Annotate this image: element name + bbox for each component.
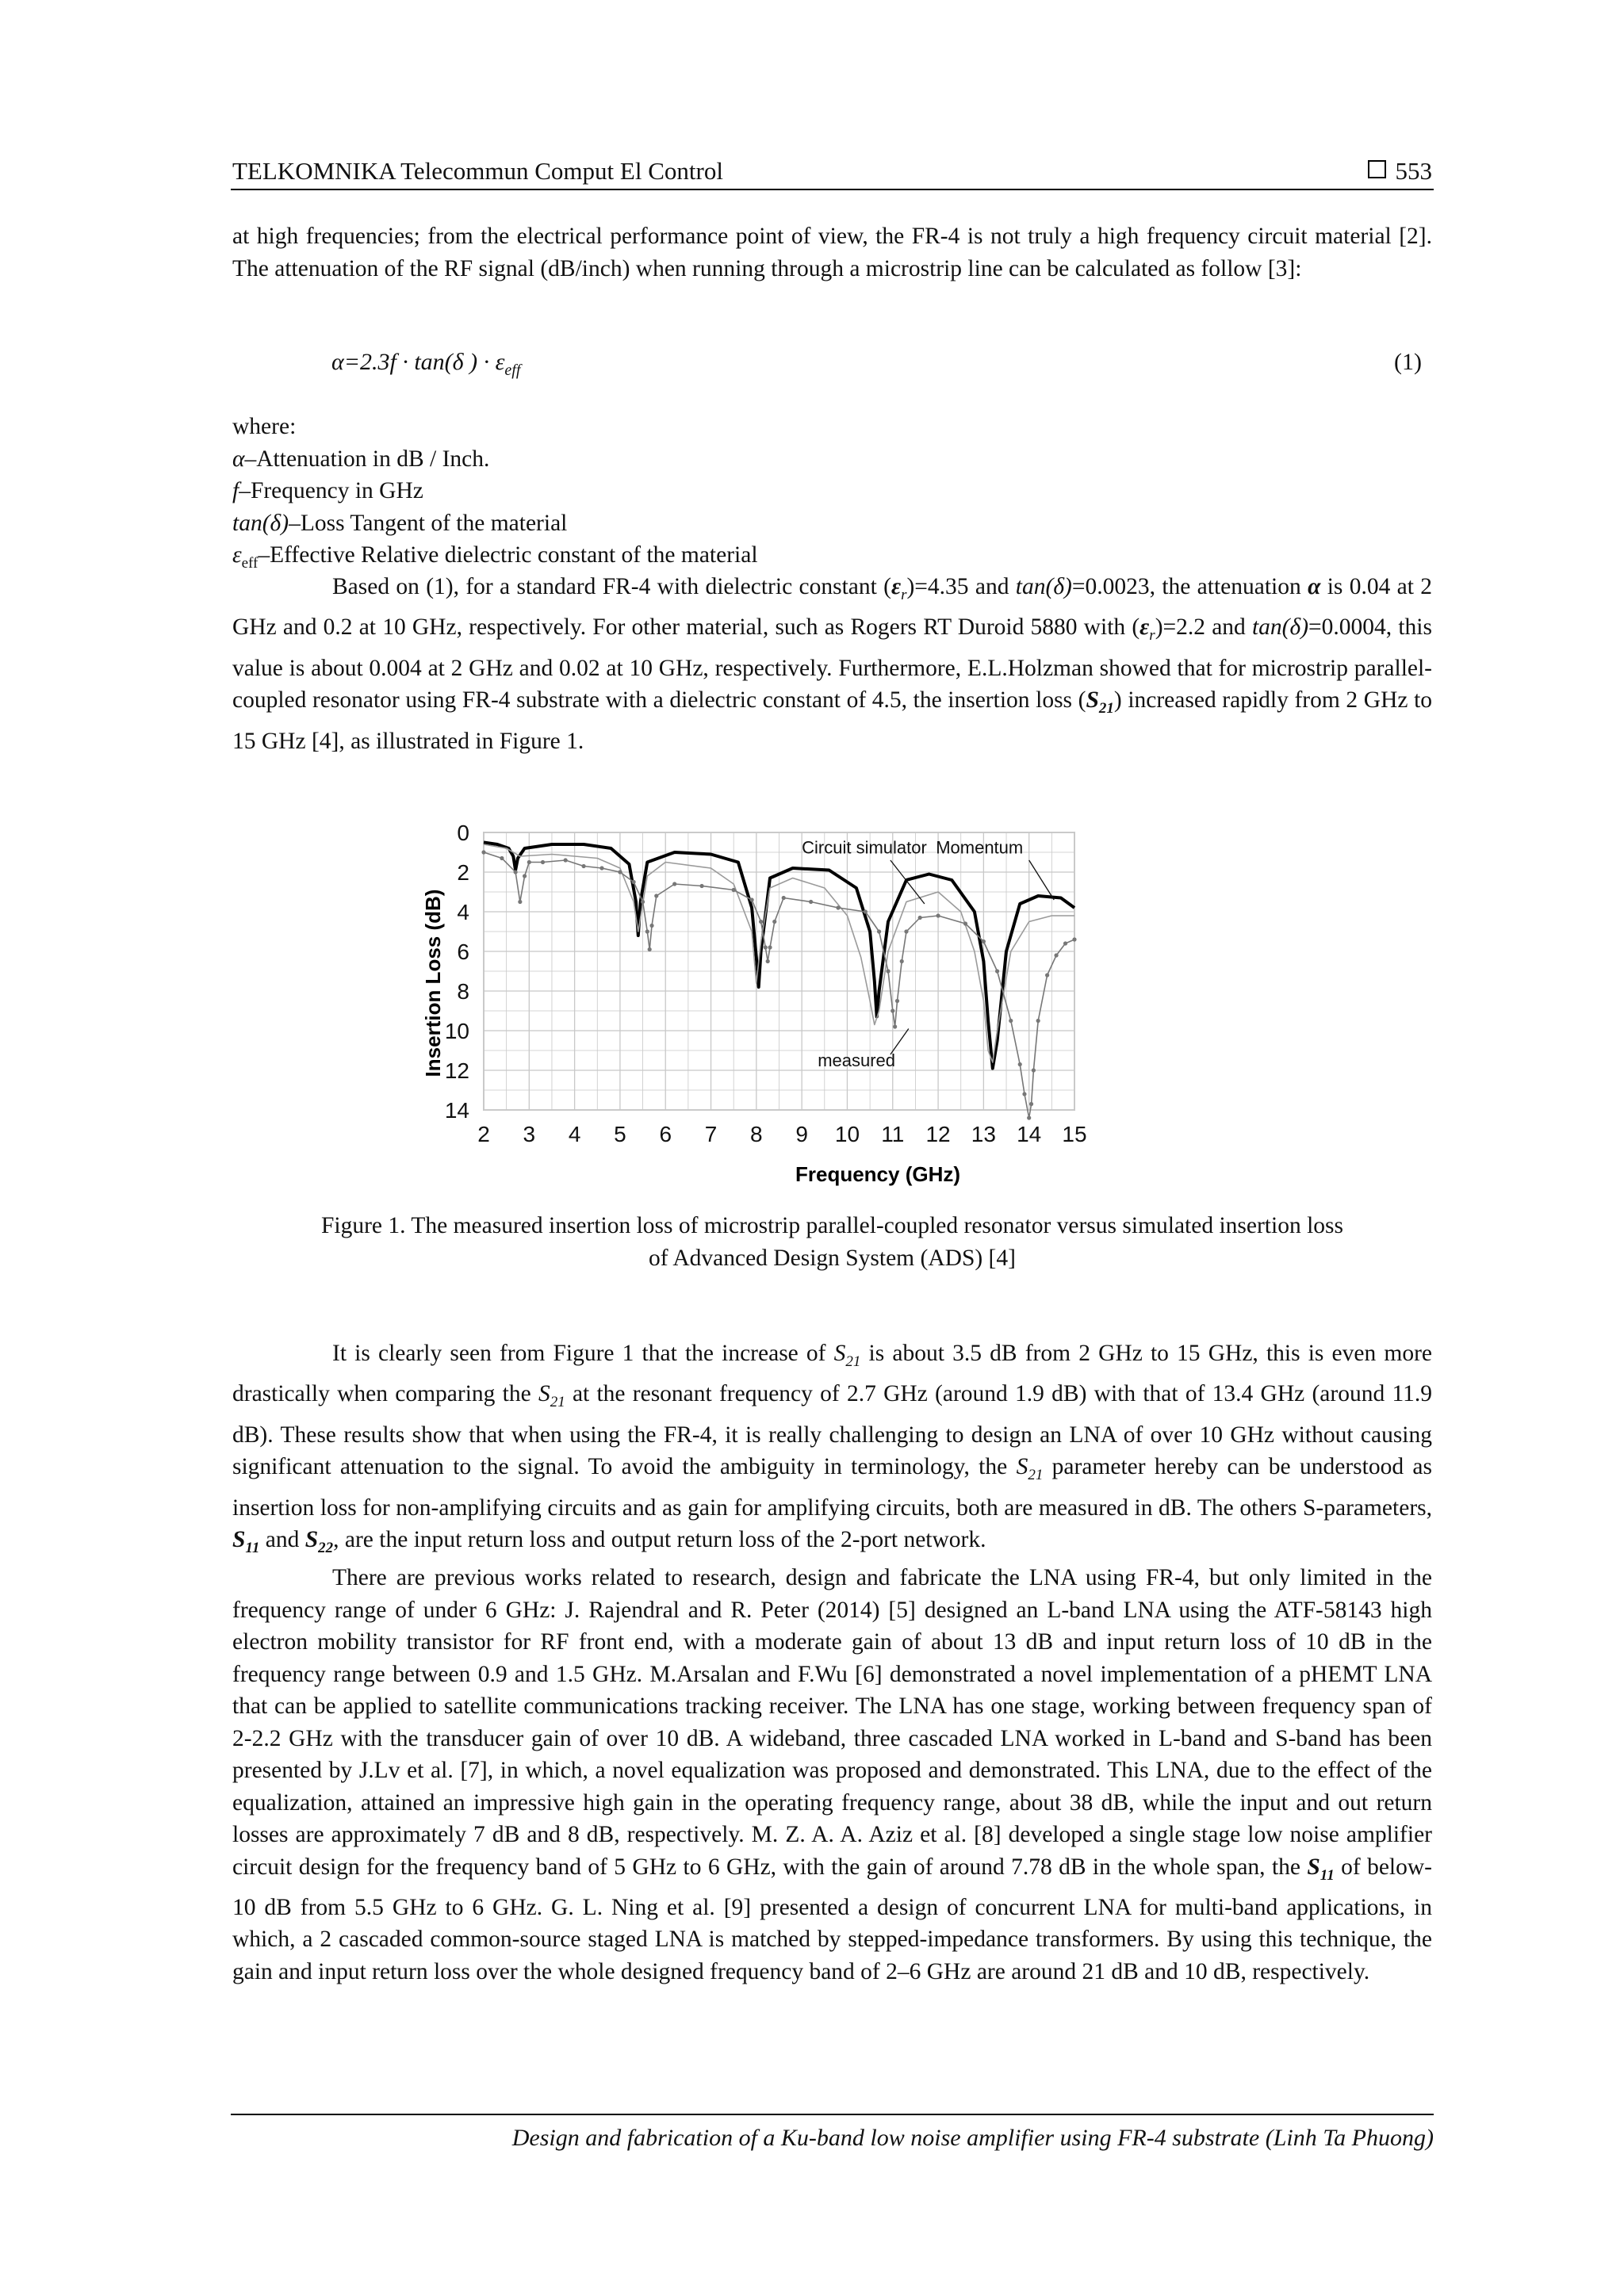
measured-data-point [768,945,772,949]
measured-data-point [904,929,908,933]
x-tick-label: 14 [1017,1122,1042,1146]
measured-data-point [809,900,813,904]
subscript: 21 [550,1394,565,1411]
text-run: =0.0004, this value is about 0.004 at 2 GHz and 0.02 at 10 GHz, respectively. Furthermore, E.L.Holzman showed that for microstrip parallel-coupled resonator using FR-4 substrate with a dielectric constant of 4.5, the insertion loss ( [232,614,1432,714]
y-tick-label: 12 [444,1058,469,1083]
text-run: )=4.35 and [906,574,1016,599]
equation-subscript: eff [504,362,521,379]
subscript: 21 [1098,700,1114,718]
symbol-s21: S [1016,1454,1028,1480]
symbol-tan: tan(δ) [1015,574,1072,599]
measured-data-point [750,897,754,901]
definition-subscript: eff [241,554,259,572]
text-run: Based on (1), for a standard FR-4 with dielectric constant ( [332,574,891,599]
definition-symbol: ε [232,542,242,568]
subscript: r [1149,627,1155,645]
measured-data-point [518,900,522,904]
text-run: )=2.2 and [1155,614,1252,641]
y-tick-label: 0 [457,821,469,845]
paragraph-1 [232,571,1432,757]
subscript: 11 [1320,1866,1335,1884]
x-axis-label: Frequency (GHz) [795,1162,961,1186]
definition-symbol: f [232,478,239,503]
definition-symbol: tan(δ) [232,510,289,536]
symbol-alpha: α [1308,574,1321,599]
measured-data-point [1022,1092,1026,1096]
x-tick-label: 7 [704,1122,718,1146]
page-number [1368,157,1433,186]
measured-data-point [645,929,649,933]
page-number-text: 553 [1395,157,1432,185]
measured-data-point [1045,973,1049,977]
definition-item [232,507,758,540]
measured-data-point [618,870,622,874]
text-run: is about 3.5 dB from 2 GHz to 15 GHz, this is even more drastically when comparing the [232,1341,1433,1407]
measured-data-point [982,939,986,943]
x-tick-label: 10 [834,1122,860,1146]
paragraph-3 [232,1562,1432,1988]
definition-text: –Attenuation in dB / Inch. [244,446,490,472]
figure-caption [232,1210,1432,1275]
measured-data-point [654,894,658,897]
measured-data-point [877,929,881,933]
journal-title: TELKOMNIKA Telecommun Comput El Control [232,157,723,185]
symbol-tan: tan(δ) [1251,614,1309,641]
y-tick-label: 6 [457,939,469,964]
x-tick-label: 8 [750,1122,763,1146]
measured-data-point [963,921,967,925]
text-run: It is clearly seen from Figure 1 that the increase of [332,1341,834,1366]
y-tick-label: 4 [457,900,469,924]
measured-data-point [764,945,768,949]
where-label: where: [232,414,297,439]
measured-data-point [895,999,899,1003]
y-tick-label: 14 [444,1098,469,1123]
annotation-measured: measured [818,1050,896,1070]
x-tick-label: 2 [477,1122,490,1146]
measured-data-point [759,920,763,924]
y-tick-label: 10 [444,1019,469,1043]
measured-data-point [541,860,545,864]
definition-text: –Loss Tangent of the material [289,510,568,536]
symbol-epsilon: ε [1139,614,1150,641]
x-tick-label: 4 [568,1122,581,1146]
measured-data-point [564,858,568,862]
definition-symbol: α [232,446,245,472]
measured-data-point [918,916,922,920]
measured-data-point [699,884,703,888]
measured-data-point [732,888,736,892]
x-tick-label: 9 [795,1122,808,1146]
symbol-epsilon: ε [891,574,902,599]
text-run: and [259,1527,305,1553]
text-run: at the resonant frequency of 2.7 GHz (around 1.9 dB) with that of 13.4 GHz (around 11.9 dB). These results show that when using the FR-4, it is really challenging to design an LNA of over 10 GHz without causing significant attenuation to the signal. To avoid the ambiguity in terminology, the [232,1381,1432,1480]
measured-data-point [1063,941,1067,945]
measured-data-point [900,959,904,963]
measured-data-point [1054,953,1058,957]
definition-text: –Frequency in GHz [239,478,423,503]
measured-data-point [581,864,585,868]
measured-data-point [995,969,999,973]
definition-text: –Effective Relative dielectric constant of the material [258,542,758,568]
measured-data-point [599,866,603,870]
measured-data-point [641,900,645,904]
annotation-circuit-simulator: Circuit simulator [802,837,927,858]
definition-item [232,475,758,507]
text-run: , are the input return loss and output return loss of the 2-port network. [333,1527,986,1553]
measured-data-point [1009,1019,1013,1023]
text-run: =0.0023, the attenuation [1071,574,1308,599]
measured-data-point [672,882,676,886]
measured-data-point [772,920,776,924]
measured-data-point [523,874,527,878]
subscript: 21 [845,1353,861,1370]
text-run: ) increased rapidly from 2 GHz to 15 GHz [4], as illustrated in Figure 1. [232,687,1433,754]
symbol-s21: S [538,1381,550,1407]
x-tick-label: 3 [523,1122,536,1146]
measured-data-point [481,850,485,854]
definition-item [232,443,758,476]
measured-data-point [766,959,770,963]
running-header [231,155,1434,190]
measured-data-point [782,896,786,900]
measured-data-point [836,905,840,909]
equation-number: (1) [1394,349,1422,375]
measured-data-point [1036,1019,1040,1023]
symbol-s21: S [833,1341,846,1366]
x-tick-label: 5 [614,1122,626,1146]
x-tick-label: 15 [1062,1122,1087,1146]
subscript: 22 [318,1540,334,1557]
measured-data-point [1029,1102,1033,1106]
measured-data-point [891,1008,894,1012]
measured-data-point [1072,937,1076,941]
y-tick-label: 8 [457,979,469,1004]
measured-data-point [648,947,652,951]
annotation-momentum: Momentum [936,837,1024,858]
subscript: 21 [1028,1467,1044,1484]
footer-rule [231,2114,1434,2115]
caption-line-2: of Advanced Design System (ADS) [4] [649,1246,1016,1271]
y-tick-label: 2 [457,860,469,885]
measured-data-point [936,913,940,917]
subscript: 11 [245,1540,260,1557]
intro-paragraph: at high frequencies; from the electrical performance point of view, the FR-4 is not truly a high frequency circuit material [2]. The attenuation of the RF signal (dB/inch) when running through a microstrip line can be calculated as follow [3]: [232,224,1432,281]
text-run: of below-10 dB from 5.5 GHz to 6 GHz. G. L. Ning et al. [9] presented a design of concurrent LNA for multi-band applications, in which, a 2 cascaded common-source staged LNA is matched by stepped-impedance transformers. By using this technique, the gain and input return loss over the whole designed frequency band of 2–6 GHz are around 21 dB and 10 dB, respectively. [232,1854,1432,1984]
symbol-s22: S [304,1527,319,1553]
measured-data-point [1018,1062,1022,1066]
measured-data-point [514,870,518,874]
equation-1 [331,349,520,380]
measured-data-point [1027,1115,1031,1119]
equation-text: α=2.3f · tan(δ ) · ε [331,349,505,375]
x-tick-label: 11 [881,1122,905,1146]
checkbox-square-icon [1368,160,1386,178]
symbol-s21: S [1086,687,1099,714]
text-run: There are previous works related to research, design and fabricate the LNA using FR-4, but only limited in the frequency range of under 6 GHz: J. Rajendral and R. Peter (2014) [5] designed an L-band LNA using the ATF-58143 high electron mobility transistor for RF front end, with a moderate gain of about 13 dB and input return loss of 10 dB in the frequency range between 0.9 and 1.5 GHz. M.Arsalan and F.Wu [6] demonstrated a novel implementation of a pHEMT LNA that can be applied to satellite communications tracking receiver. The LNA has one stage, working between frequency span of 2-2.2 GHz with the transducer gain of over 10 dB. A wideband, three cascaded LNA worked in L-band and S-band has been presented by J.Lv et al. [7], in which, a novel equalization was proposed and demonstrated. This LNA, due to the effect of the equalization, attained an impressive high gain in the operating frequency range, about 38 dB, while the input and out return losses are approximately 7 dB and 8 dB, respectively. M. Z. A. A. Aziz et al. [8] developed a single stage low noise amplifier circuit design for the frequency band of 5 GHz to 6 GHz, with the gain of around 7.78 dB in the whole span, the [232,1565,1432,1880]
paragraph-2 [232,1337,1432,1565]
definitions-list [232,411,758,580]
measured-data-point [886,969,890,973]
measured-data-point [649,924,653,928]
text-run: parameter hereby can be understood as insertion loss for non-amplifying circuits and as gain for amplifying circuits, both are measured in dB. The others S-parameters, [232,1454,1432,1521]
running-footer: Design and fabrication of a Ku-band low noise amplifier using FR-4 substrate (Linh Ta Phuong) [511,2125,1434,2151]
measured-data-point [500,856,504,860]
x-tick-label: 6 [659,1122,672,1146]
text-run: is 0.04 at 2 GHz and 0.2 at 10 GHz, respectively. For other material, such as Rogers RT Duroid 5880 with ( [232,574,1433,641]
measured-data-point [632,880,636,884]
subscript: r [901,586,907,603]
measured-data-point [1032,1068,1036,1072]
symbol-s11: S [1307,1854,1320,1880]
symbol-s11: S [232,1527,246,1553]
x-tick-label: 13 [971,1122,996,1146]
measured-data-point [893,1024,897,1028]
x-tick-label: 12 [925,1122,951,1146]
caption-line-1: Figure 1. The measured insertion loss of microstrip parallel-coupled resonator versus simulated insertion loss [321,1213,1343,1238]
measured-data-point [864,909,868,913]
y-axis-label: Insertion Loss (dB) [421,889,445,1077]
measured-data-point [527,860,531,864]
insertion-loss-chart [412,809,1237,1205]
